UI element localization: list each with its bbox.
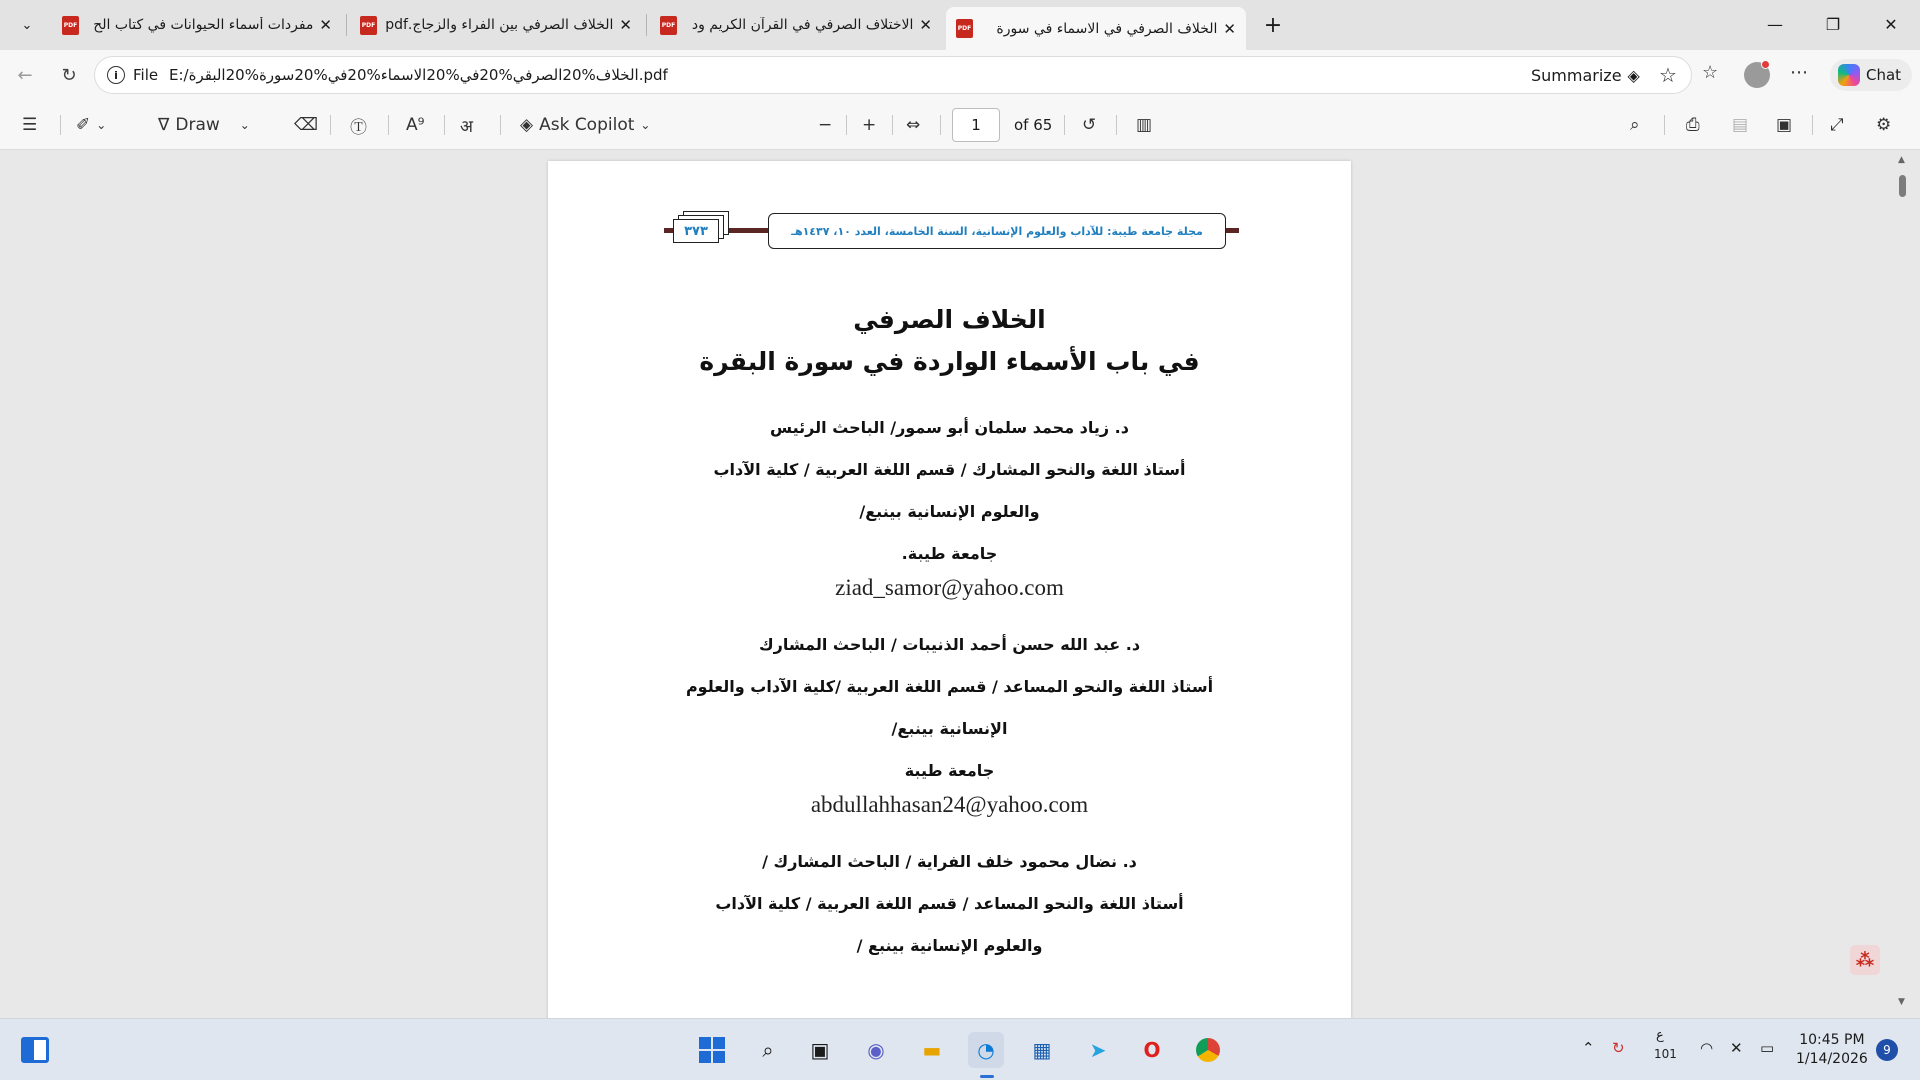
author3-role: أستاذ اللغة والنحو المساعد / قسم اللغة العربية / كلية الآداب xyxy=(715,894,1184,913)
clock-time: 10:45 PM xyxy=(1799,1032,1865,1048)
store-icon: ▦ xyxy=(1032,1038,1052,1062)
scrollbar-thumb[interactable] xyxy=(1899,175,1906,197)
telegram-icon: ➤ xyxy=(1089,1038,1107,1062)
close-tab-icon[interactable]: ✕ xyxy=(919,16,932,34)
read-aloud-icon: A⁹ xyxy=(406,115,425,135)
copilot-logo-icon xyxy=(1838,64,1860,86)
store-button[interactable] xyxy=(1024,1032,1060,1068)
scroll-up-arrow-icon[interactable]: ▲ xyxy=(1898,155,1905,165)
tab-separator xyxy=(646,14,647,36)
copilot-chat-button[interactable] xyxy=(1830,59,1912,91)
author1-university: جامعة طيبة. xyxy=(901,544,998,563)
scroll-down-arrow-icon[interactable]: ▼ xyxy=(1898,997,1905,1007)
widgets-button[interactable] xyxy=(18,1033,52,1067)
more-menu-icon[interactable]: ⋯ xyxy=(1790,62,1808,83)
toolbar-separator xyxy=(60,115,61,135)
search-button[interactable] xyxy=(1630,112,1640,138)
print-icon: ⎙ xyxy=(1686,115,1700,135)
journal-header: مجلة جامعة طيبة: للآداب والعلوم الإنسانية، السنة الخامسة، العدد ١٠، ١٤٣٧هـ xyxy=(768,213,1226,249)
settings-button[interactable] xyxy=(1876,112,1891,138)
close-tab-icon[interactable]: ✕ xyxy=(1223,19,1236,38)
plus-icon: + xyxy=(1263,12,1283,38)
author1-role-cont: والعلوم الإنسانية بينبع/ xyxy=(859,502,1040,521)
save-button[interactable] xyxy=(1732,112,1748,138)
gear-icon: ⚙ xyxy=(1876,115,1892,135)
folder-icon: ▬ xyxy=(922,1038,942,1062)
vertical-scrollbar[interactable] xyxy=(1894,151,1910,1018)
profile-alert-badge xyxy=(1761,60,1770,69)
text-box-icon: Ⓣ xyxy=(350,117,367,138)
chevron-down-icon: ⌄ xyxy=(96,118,107,132)
chevron-down-icon: ⌄ xyxy=(21,17,33,33)
zoom-in-button[interactable] xyxy=(862,112,876,138)
url-scheme-label: File xyxy=(133,66,159,84)
toolbar-separator xyxy=(444,115,445,135)
summarize-button[interactable] xyxy=(1531,66,1640,85)
toolbar-separator xyxy=(500,115,501,135)
rotate-button[interactable] xyxy=(1082,112,1096,138)
notification-count-badge[interactable]: 9 xyxy=(1876,1039,1898,1061)
fit-width-icon: ⇔ xyxy=(906,115,921,135)
rotate-icon: ↺ xyxy=(1082,115,1097,135)
tab-animals-vocab[interactable] xyxy=(52,7,342,43)
draw-label: Draw xyxy=(175,115,220,135)
toolbar-separator xyxy=(892,115,893,135)
url-box[interactable] xyxy=(94,56,1692,94)
pdf-toolbar xyxy=(0,100,1920,150)
refresh-icon: ↻ xyxy=(61,64,77,86)
search-icon: ⌕ xyxy=(1630,115,1640,135)
active-app-indicator xyxy=(980,1075,994,1078)
update-icon[interactable]: ↻ xyxy=(1612,1039,1625,1057)
pdf-file-icon: PDF xyxy=(360,16,377,35)
chrome-button[interactable] xyxy=(1190,1032,1226,1068)
author2-email: abdullahhasan24@yahoo.com xyxy=(810,792,1089,817)
page-view-button[interactable] xyxy=(1136,112,1152,138)
chat-icon: ◉ xyxy=(867,1038,885,1062)
author2-role-cont: الإنسانية بينبع/ xyxy=(891,719,1008,738)
opera-button[interactable] xyxy=(1134,1032,1170,1068)
minimize-icon: — xyxy=(1767,14,1783,34)
add-text-button[interactable] xyxy=(350,112,367,138)
chevron-down-icon: ⌄ xyxy=(239,118,250,132)
toolbar-separator xyxy=(330,115,331,135)
draw-button[interactable] xyxy=(158,112,250,138)
translate-icon: अ xyxy=(460,116,473,137)
read-aloud-button[interactable] xyxy=(406,112,424,138)
windows-logo-icon xyxy=(699,1037,725,1063)
close-tab-icon[interactable]: ✕ xyxy=(319,16,332,34)
edge-taskbar-button[interactable] xyxy=(968,1032,1004,1068)
battery-icon[interactable]: ▭ xyxy=(1760,1039,1775,1057)
teams-button[interactable] xyxy=(858,1032,894,1068)
file-explorer-button[interactable] xyxy=(914,1032,950,1068)
zoom-out-button[interactable] xyxy=(818,112,832,138)
chevron-down-icon: ⌄ xyxy=(640,118,651,132)
info-icon[interactable]: i xyxy=(107,66,125,84)
eraser-icon: ⌫ xyxy=(294,115,319,135)
search-icon: ⌕ xyxy=(762,1038,774,1062)
keyboard-layout-code: 101 xyxy=(1654,1047,1677,1061)
chat-label: Chat xyxy=(1866,66,1902,84)
show-hidden-icons-chevron-icon[interactable]: ⌃ xyxy=(1582,1039,1595,1057)
new-tab-button[interactable] xyxy=(1258,10,1288,40)
printed-page-number: ٣٧٣ xyxy=(673,219,719,243)
list-icon: ☰ xyxy=(22,115,38,135)
input-language-indicator[interactable]: ع xyxy=(1656,1028,1664,1043)
pdf-page xyxy=(548,161,1351,1018)
author2-role: أستاذ اللغة والنحو المساعد / قسم اللغة العربية /كلية الآداب والعلوم xyxy=(685,677,1214,696)
toolbar-separator xyxy=(1664,115,1665,135)
ask-copilot-button[interactable] xyxy=(520,112,650,138)
save-icon: ▤ xyxy=(1732,115,1749,135)
translate-button[interactable] xyxy=(460,112,473,138)
article-title-line1: الخلاف الصرفي xyxy=(853,305,1046,334)
edge-browser-icon: ◔ xyxy=(977,1038,995,1062)
highlighter-icon: ✐ xyxy=(76,115,91,135)
author1-role: أستاذ اللغة والنحو المشارك / قسم اللغة العربية / كلية الآداب xyxy=(713,460,1186,479)
pdf-viewport[interactable] xyxy=(0,151,1920,1018)
clock-date: 1/14/2026 xyxy=(1796,1051,1868,1067)
minimize-button[interactable] xyxy=(1752,0,1798,48)
tab-title: مفردات أسماء الحيوانات في كتاب الح xyxy=(93,17,314,33)
tab-title: الخلاف الصرفي بين الفراء والزجاج.pdf xyxy=(385,17,614,33)
toolbar-separator xyxy=(846,115,847,135)
author2-university: جامعة طيبة xyxy=(904,761,995,780)
journal-header-rail-end xyxy=(1225,228,1239,233)
summarize-label: Summarize xyxy=(1531,66,1622,85)
author1-email: ziad_samor@yahoo.com xyxy=(835,575,1064,600)
page-number-input[interactable]: 1 xyxy=(952,108,1000,142)
eraser-button[interactable] xyxy=(294,112,318,138)
article-title-line2: في باب الأسماء الواردة في سورة البقرة xyxy=(699,347,1200,376)
author2-name: د. عبد الله حسن أحمد الذنيبات / الباحث المشارك xyxy=(758,635,1141,654)
save-as-icon: ▣ xyxy=(1776,115,1793,135)
fullscreen-button[interactable] xyxy=(1830,112,1844,138)
page-total-label: of 65 xyxy=(1014,116,1053,134)
toolbar-separator xyxy=(1116,115,1117,135)
favorite-star-icon[interactable]: ☆ xyxy=(1659,63,1677,87)
favorites-icon[interactable]: ☆ xyxy=(1702,62,1719,83)
copilot-icon: ◈ xyxy=(1627,66,1640,85)
plus-icon: + xyxy=(862,115,877,135)
expand-icon: ⤢ xyxy=(1830,115,1844,135)
tab-search-button[interactable] xyxy=(12,10,42,40)
task-view-button[interactable] xyxy=(802,1032,838,1068)
restore-icon: ❐ xyxy=(1825,14,1841,34)
author1-name: د. زياد محمد سلمان أبو سمور/ الباحث الرئيس xyxy=(770,418,1129,437)
url-text[interactable]: E:/الخلاف%20الصرفي%20في%20الاسماء%20في%20سورة%20البقرة.pdf xyxy=(169,66,668,84)
telegram-button[interactable] xyxy=(1080,1032,1116,1068)
minus-icon: − xyxy=(818,115,833,135)
tab-quran-differences[interactable] xyxy=(650,7,942,43)
clock[interactable] xyxy=(1796,1031,1868,1069)
taskbar-search-button[interactable] xyxy=(750,1032,786,1068)
close-tab-icon[interactable]: ✕ xyxy=(619,16,632,34)
acrobat-icon[interactable]: ⁂ xyxy=(1850,945,1880,975)
task-view-icon: ▣ xyxy=(810,1038,830,1062)
pdf-file-icon: PDF xyxy=(660,16,677,35)
tab-baqarah-active[interactable] xyxy=(946,7,1246,50)
pdf-file-icon: PDF xyxy=(62,16,79,35)
highlight-button[interactable] xyxy=(76,112,106,138)
tab-bar xyxy=(0,0,1920,50)
tab-farra-zajjaj[interactable] xyxy=(350,7,642,43)
copilot-icon: ◈ xyxy=(520,115,534,135)
tab-title: الاختلاف الصرفي في القرآن الكريم ود xyxy=(691,17,914,33)
save-as-button[interactable] xyxy=(1776,112,1792,138)
back-button[interactable] xyxy=(10,60,40,90)
author3-name: د. نضال محمود خلف الفراية / الباحث المشارك / xyxy=(762,852,1137,871)
refresh-button[interactable] xyxy=(54,60,84,90)
restore-button[interactable] xyxy=(1810,0,1856,48)
toolbar-separator xyxy=(1812,115,1813,135)
toolbar-separator xyxy=(1064,115,1065,135)
tab-title: الخلاف الصرفي في الاسماء في سورة xyxy=(996,20,1218,37)
pen-icon: ∇ xyxy=(158,115,170,135)
wifi-icon[interactable]: ◠ xyxy=(1700,1039,1714,1057)
volume-muted-icon[interactable]: ✕ xyxy=(1730,1039,1743,1057)
toolbar-separator xyxy=(940,115,941,135)
close-icon: ✕ xyxy=(1884,14,1898,34)
print-button[interactable] xyxy=(1686,112,1700,138)
author3-role-cont: والعلوم الإنسانية بينبع / xyxy=(856,936,1043,955)
widgets-icon xyxy=(21,1037,49,1063)
contents-button[interactable] xyxy=(22,112,37,138)
fit-width-button[interactable] xyxy=(906,112,920,138)
windows-taskbar xyxy=(0,1018,1920,1080)
close-window-button[interactable] xyxy=(1868,0,1914,48)
ask-copilot-label: Ask Copilot xyxy=(539,115,635,135)
start-button[interactable] xyxy=(694,1032,730,1068)
address-bar xyxy=(0,50,1920,100)
chrome-icon xyxy=(1196,1038,1220,1062)
tab-separator xyxy=(346,14,347,36)
opera-icon: O xyxy=(1143,1038,1161,1062)
page-view-icon: ▥ xyxy=(1136,115,1153,135)
toolbar-separator xyxy=(388,115,389,135)
arrow-left-icon: ← xyxy=(17,64,33,86)
pdf-file-icon: PDF xyxy=(956,19,973,38)
